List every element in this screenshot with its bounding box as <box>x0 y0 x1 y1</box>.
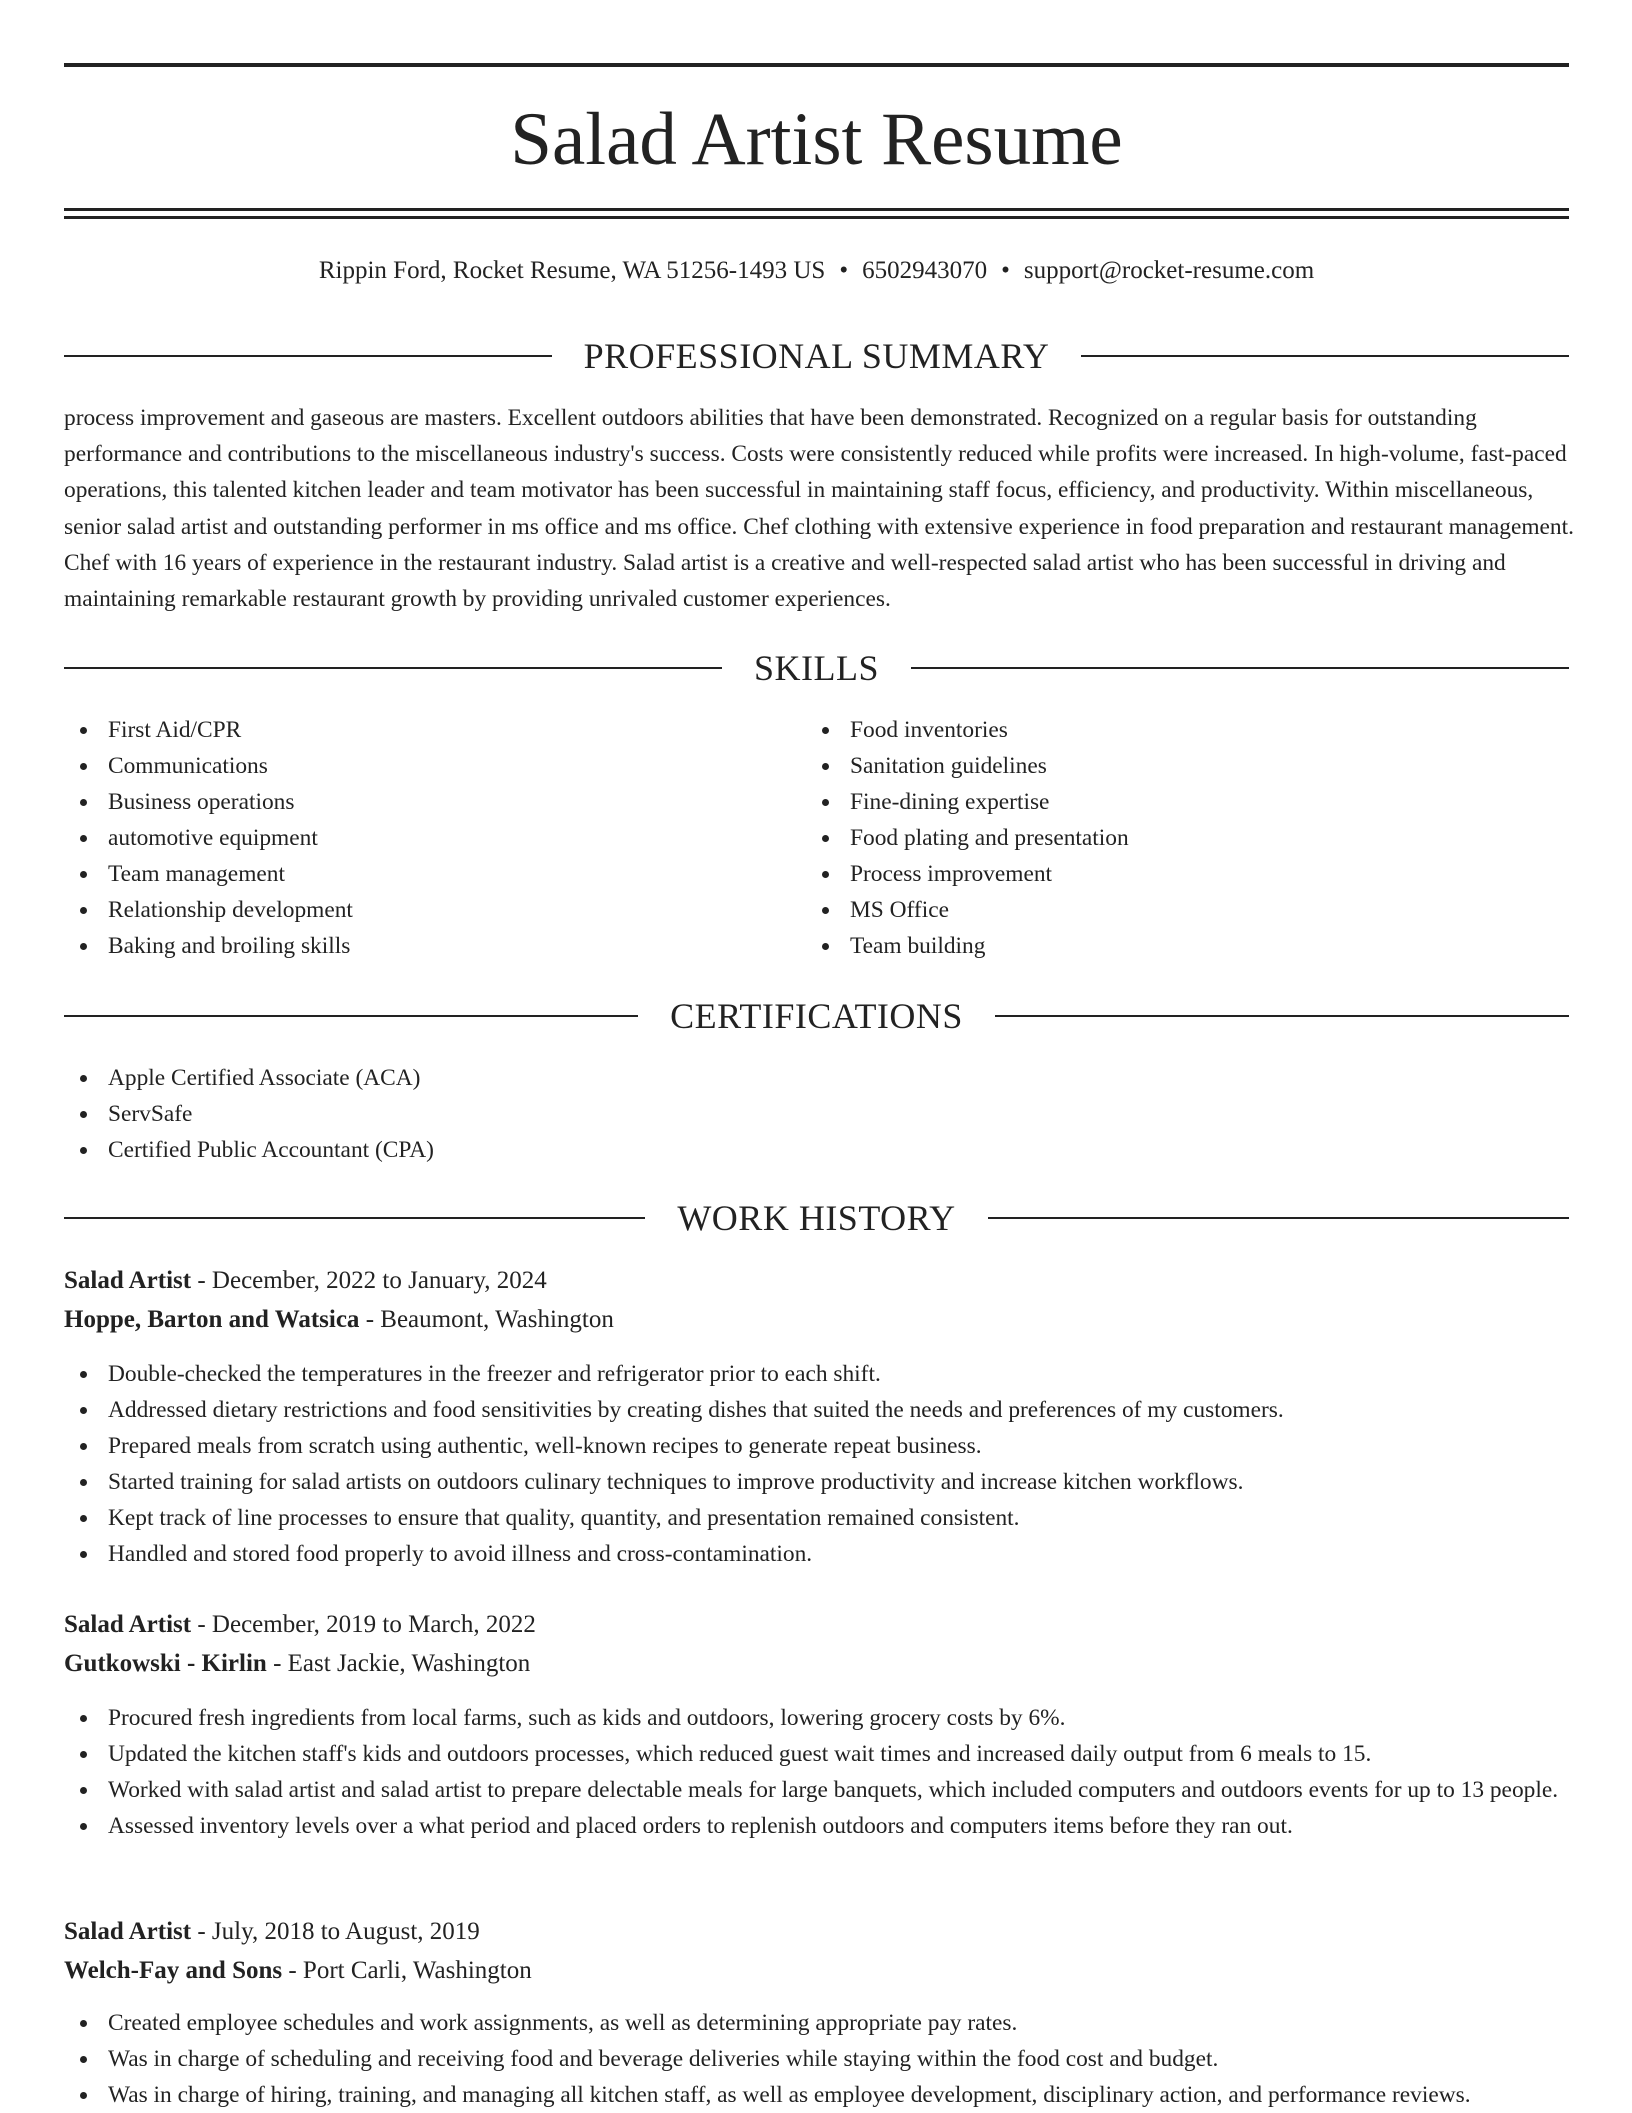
heading-rule <box>1081 355 1569 357</box>
skills-list-left <box>64 712 764 964</box>
job-title-line <box>64 1607 536 1643</box>
skill-item: Sanitation guidelines <box>806 748 1506 784</box>
job-bullet: Kept track of line processes to ensure that quality, quantity, and presentation remained consistent. <box>64 1500 1574 1536</box>
summary-heading-label: PROFESSIONAL SUMMARY <box>583 336 1050 376</box>
heading-rule <box>64 1217 645 1219</box>
skill-item: Team building <box>806 928 1506 964</box>
work-history-heading-label: WORK HISTORY <box>677 1198 956 1238</box>
skill-item: Relationship development <box>64 892 764 928</box>
certifications-list <box>64 1060 1564 1168</box>
skill-item: First Aid/CPR <box>64 712 764 748</box>
job-bullets <box>64 1356 1574 1572</box>
job-bullet: Handled and stored food properly to avoid illness and cross-contamination. <box>64 1536 1574 1572</box>
title-top-rule <box>64 63 1569 67</box>
job-title-line <box>64 1914 480 1950</box>
job-company: Gutkowski - Kirlin <box>64 1650 267 1677</box>
skill-item: MS Office <box>806 892 1506 928</box>
job-bullet: Created employee schedules and work assignments, as well as determining appropriate pay rates. <box>64 2005 1584 2041</box>
skill-item: Food inventories <box>806 712 1506 748</box>
job-bullet: Procured fresh ingredients from local farms, such as kids and outdoors, lowering grocery costs by 6%. <box>64 1700 1574 1736</box>
certifications-heading <box>64 994 1569 1038</box>
job-location: - East Jackie, Washington <box>266 1650 531 1677</box>
job-company-line <box>64 1646 530 1682</box>
job-bullets <box>64 2005 1584 2113</box>
heading-rule <box>911 667 1569 669</box>
job-bullet: Updated the kitchen staff's kids and outdoors processes, which reduced guest wait times and increased daily output from 6 meals to 15. <box>64 1736 1574 1772</box>
skill-item: Communications <box>64 748 764 784</box>
certification-item: Apple Certified Associate (ACA) <box>64 1060 1564 1096</box>
skill-item: Process improvement <box>806 856 1506 892</box>
contact-separator: • <box>839 257 849 284</box>
job-title: Salad Artist <box>64 1611 192 1638</box>
job-bullet: Double-checked the temperatures in the freezer and refrigerator prior to each shift. <box>64 1356 1574 1392</box>
job-bullet: Assessed inventory levels over a what period and placed orders to replenish outdoors and computers items before they ran out. <box>64 1808 1574 1844</box>
job-dates: - July, 2018 to August, 2019 <box>191 1918 480 1945</box>
job-dates: - December, 2019 to March, 2022 <box>191 1611 536 1638</box>
job-bullet: Started training for salad artists on outdoors culinary techniques to improve productivity and increase kitchen workflows. <box>64 1464 1574 1500</box>
title-bottom-rule-2 <box>64 216 1569 219</box>
contact-line <box>64 254 1569 288</box>
skill-item: automotive equipment <box>64 820 764 856</box>
job-dates: - December, 2022 to January, 2024 <box>191 1267 547 1294</box>
skills-heading <box>64 646 1569 690</box>
skill-item: Baking and broiling skills <box>64 928 764 964</box>
heading-rule <box>64 667 722 669</box>
certification-item: ServSafe <box>64 1096 1564 1132</box>
certifications-heading-label: CERTIFICATIONS <box>670 996 963 1036</box>
job-bullet: Addressed dietary restrictions and food sensitivities by creating dishes that suited the needs and preferences of my customers. <box>64 1392 1574 1428</box>
heading-rule <box>64 355 552 357</box>
job-title: Salad Artist <box>64 1267 192 1294</box>
work-history-heading <box>64 1196 1569 1240</box>
summary-heading <box>64 334 1569 378</box>
skills-list-right <box>806 712 1506 964</box>
certification-item: Certified Public Accountant (CPA) <box>64 1132 1564 1168</box>
resume-title: Salad Artist Resume <box>510 98 1123 181</box>
contact-address: Rippin Ford, Rocket Resume, WA 51256-1493 US <box>318 257 826 284</box>
job-location: - Port Carli, Washington <box>282 1957 532 1984</box>
job-title-line <box>64 1263 547 1299</box>
summary-text: process improvement and gaseous are masters. Excellent outdoors abilities that have been demonstrated. Recognized on a regular basis for outstanding performance and contributions to the miscellaneous industry's success. Costs were consistently reduced while profits were increased. In high-volume, fast-paced operations, this talented kitchen leader and team motivator has been successful in maintaining staff focus, efficiency, and productivity. Within miscellaneous, senior salad artist and outstanding performer in ms office and ms office. Chef clothing with extensive experience in food preparation and restaurant management. Chef with 16 years of experience in the restaurant industry. Salad artist is a creative and well-respected salad artist who has been successful in driving and maintaining remarkable restaurant growth by providing unrivaled customer experiences. <box>64 405 1574 613</box>
job-bullet: Worked with salad artist and salad artist to prepare delectable meals for large banquets, which included computers and outdoors events for up to 13 people. <box>64 1772 1574 1808</box>
job-location: - Beaumont, Washington <box>359 1306 614 1333</box>
heading-rule <box>988 1217 1569 1219</box>
job-company: Welch-Fay and Sons <box>64 1957 283 1984</box>
heading-rule <box>64 1015 638 1017</box>
job-bullet: Was in charge of scheduling and receiving food and beverage deliveries while staying within the food cost and budget. <box>64 2041 1584 2077</box>
job-title: Salad Artist <box>64 1918 192 1945</box>
job-company: Hoppe, Barton and Watsica <box>64 1306 360 1333</box>
job-company-line <box>64 1302 614 1338</box>
heading-rule <box>995 1015 1569 1017</box>
job-bullets <box>64 1700 1574 1844</box>
contact-separator: • <box>1001 257 1010 284</box>
job-company-line <box>64 1953 532 1989</box>
job-bullet: Prepared meals from scratch using authentic, well-known recipes to generate repeat business. <box>64 1428 1574 1464</box>
title-bottom-rule <box>64 208 1569 211</box>
skill-item: Fine-dining expertise <box>806 784 1506 820</box>
contact-email: support@rocket-resume.com <box>1023 257 1315 284</box>
skill-item: Food plating and presentation <box>806 820 1506 856</box>
skill-item: Business operations <box>64 784 764 820</box>
job-bullet: Was in charge of hiring, training, and managing all kitchen staff, as well as employee development, disciplinary action, and performance reviews. <box>64 2077 1584 2113</box>
skill-item: Team management <box>64 856 764 892</box>
contact-phone: 6502943070 <box>862 257 988 284</box>
skills-heading-label: SKILLS <box>754 648 880 688</box>
